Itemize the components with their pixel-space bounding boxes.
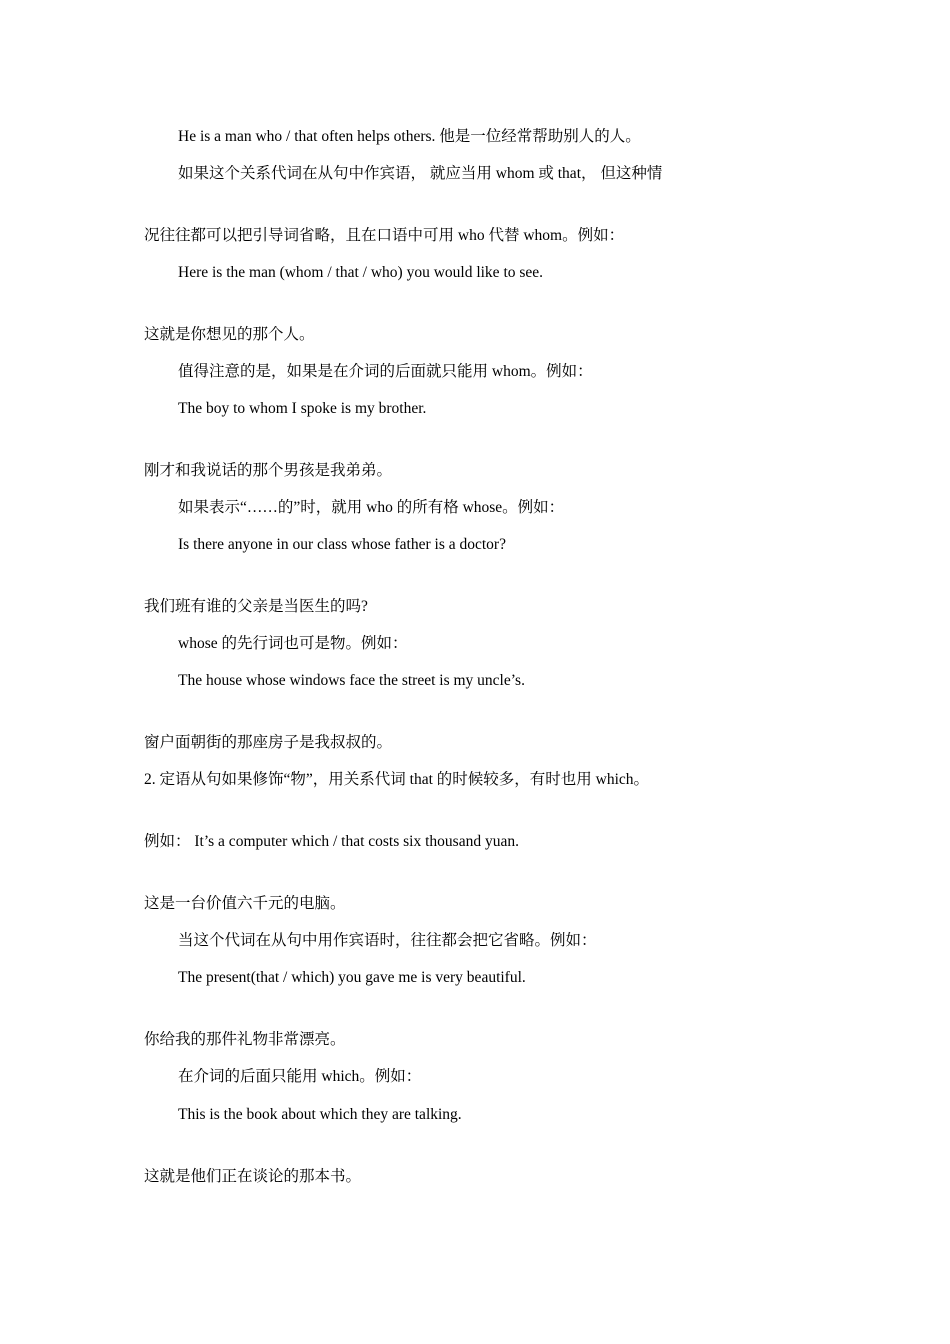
example-sentence: 例如： It’s a computer which / that costs six thousand yuan. (144, 833, 519, 850)
text-line: 在介词的后面只能用 which。例如： (178, 1068, 422, 1085)
translation-line: 刚才和我说话的那个男孩是我弟弟。 (144, 462, 393, 479)
text-line: 如果表示“……的”时，就用 who 的所有格 whose。例如： (178, 499, 565, 516)
text-line: 值得注意的是，如果是在介词的后面就只能用 whom。例如： (178, 363, 593, 380)
example-sentence: The boy to whom I spoke is my brother. (178, 400, 427, 417)
example-sentence: The present(that / which) you gave me is very beautiful. (178, 969, 526, 986)
text-line: 如果这个关系代词在从句中作宾语， 就应当用 whom 或 that， 但这种情 (178, 165, 663, 182)
example-sentence: The house whose windows face the street is my uncle’s. (178, 672, 525, 689)
translation-line: 你给我的那件礼物非常漂亮。 (144, 1031, 346, 1048)
example-sentence: Is there anyone in our class whose father is a doctor? (178, 536, 506, 553)
example-sentence: This is the book about which they are talking. (178, 1106, 462, 1123)
section-heading: 2. 定语从句如果修饰“物”，用关系代词 that 的时候较多，有时也用 which。 (144, 771, 650, 788)
text-line: 况往往都可以把引导词省略，且在口语中可用 who 代替 whom。例如： (144, 227, 625, 244)
translation-line: 这是一台价值六千元的电脑。 (144, 895, 346, 912)
text-line: whose 的先行词也可是物。例如： (178, 635, 408, 652)
translation-line: 这就是他们正在谈论的那本书。 (144, 1168, 362, 1185)
translation-line: 窗户面朝街的那座房子是我叔叔的。 (144, 734, 393, 751)
translation-line: 这就是你想见的那个人。 (144, 326, 315, 343)
text-line: 当这个代词在从句中用作宾语时，往往都会把它省略。例如： (178, 932, 597, 949)
translation-line: 我们班有谁的父亲是当医生的吗? (144, 598, 368, 615)
example-sentence: Here is the man (whom / that / who) you would like to see. (178, 264, 544, 281)
text-line: He is a man who / that often helps others. 他是一位经常帮助别人的人。 (178, 128, 641, 145)
